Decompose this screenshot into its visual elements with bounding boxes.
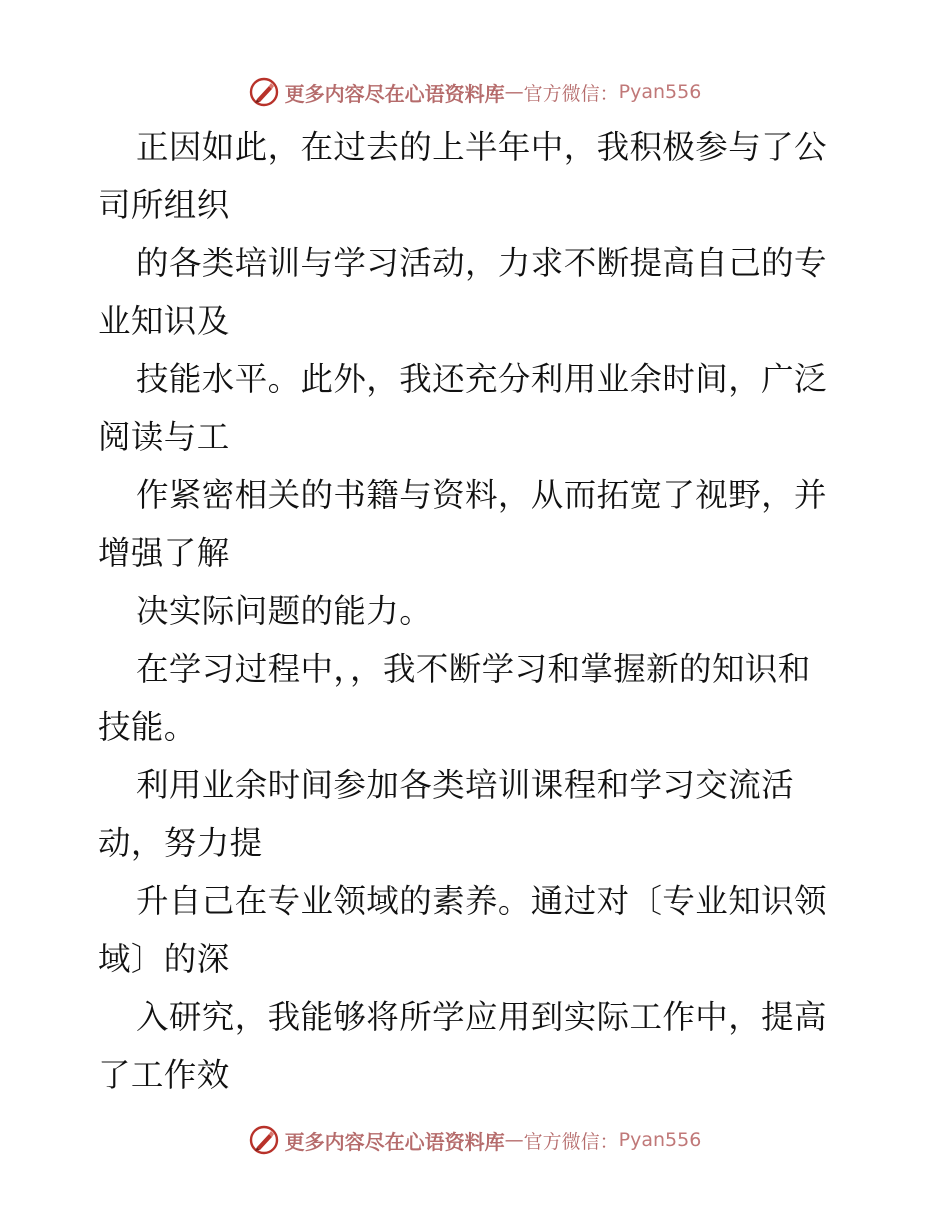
footer-official-label: 官方微信： [523,1130,619,1153]
header-dash: — [504,81,524,103]
text-line: 动，努力提 [98,824,263,862]
document-body [98,118,858,1104]
footer-wechat-id: Pyan556 [618,1129,702,1151]
text-line: 增强了解 [98,534,230,572]
footer-banner [0,1120,950,1160]
footer-dash: — [504,1129,524,1151]
text-line: 阅读与工 [98,418,230,456]
pen-logo-icon [249,77,279,107]
text-line: 了工作效 [98,1056,230,1094]
text-line: 入研究，我能够将所学应用到实际工作中，提高 [136,998,827,1036]
text-line: 升自己在专业领域的素养。通过对〔专业知识领 [136,882,827,920]
text-line: 作紧密相关的书籍与资料，从而拓宽了视野，并 [136,476,827,514]
text-line: 利用业余时间参加各类培训课程和学习交流活 [136,766,795,804]
text-line: 的各类培训与学习活动，力求不断提高自己的专 [136,244,827,282]
text-line: 技能。 [98,708,197,746]
text-line: 决实际问题的能力。 [136,592,433,630]
text-line: 技能水平。此外，我还充分利用业余时间，广泛 [136,360,827,398]
text-line: 域〕的深 [98,940,230,978]
header-official-label: 官方微信： [523,82,619,105]
pen-logo-icon [249,1125,279,1155]
header-banner [0,72,950,112]
text-line: 正因如此，在过去的上半年中，我积极参与了公 [136,128,827,166]
text-line: 司所组织 [98,186,230,224]
text-line: 业知识及 [98,302,230,340]
footer-brand-text: 更多内容尽在心语资料库 [284,1129,505,1154]
text-line: 在学习过程中，，我不断学习和掌握新的知识和 [136,650,811,688]
header-wechat-id: Pyan556 [618,81,702,103]
header-brand-text: 更多内容尽在心语资料库 [284,81,505,106]
